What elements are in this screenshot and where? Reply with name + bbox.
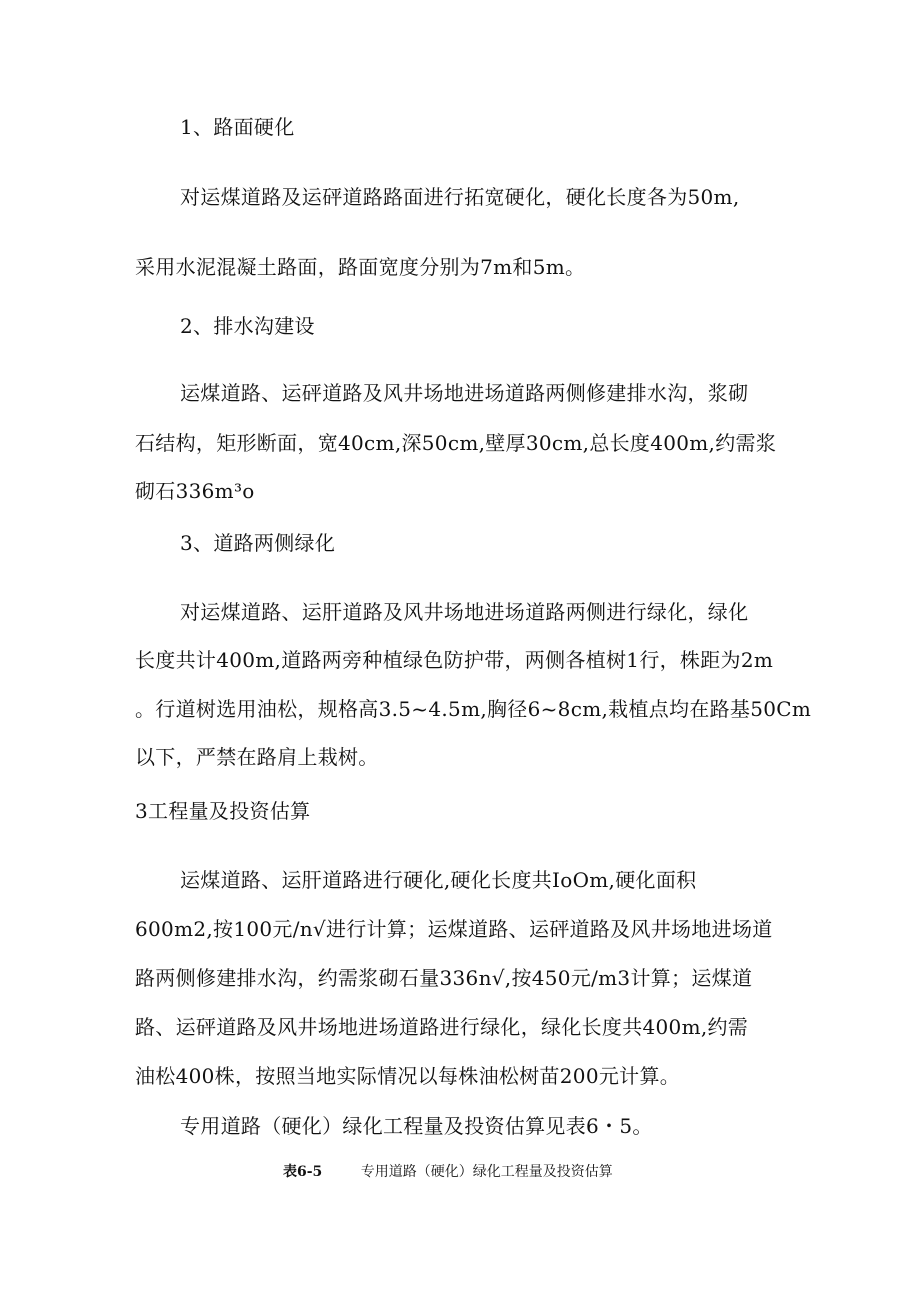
chapter-line-2: 600m2,按100元/n√进行计算；运煤道路、运砰道路及风井场地进场道	[135, 917, 773, 941]
chapter-heading: 3工程量及投资估算	[135, 799, 311, 823]
section-3-line-3: 。行道树选用油松，规格高3.5~4.5m,胸径6~8cm,栽植点均在路基50Cm	[135, 697, 812, 721]
chapter-line-4: 路、运砰道路及风井场地进场道路进行绿化，绿化长度共400m,约需	[135, 1015, 749, 1039]
section-3-line-1: 对运煤道路、运肝道路及风井场地进场道路两侧进行绿化，绿化	[180, 600, 749, 624]
section-2-line-2: 石结构，矩形断面，宽40cm,深50cm,壁厚30cm,总长度400m,约需浆	[135, 431, 777, 455]
table-caption-number: 表6-5	[283, 1164, 323, 1180]
section-3-line-2: 长度共计400m,道路两旁种植绿色防护带，两侧各植树1行，株距为2m	[135, 648, 774, 672]
section-2-heading: 2、排水沟建设	[180, 314, 315, 338]
table-caption-title: 专用道路（硬化）绿化工程量及投资估算	[360, 1164, 613, 1180]
chapter-line-5: 油松400株，按照当地实际情况以每株油松树苗200元计算。	[135, 1064, 681, 1088]
section-3-heading: 3、道路两侧绿化	[180, 531, 336, 555]
section-3-line-4: 以下，严禁在路肩上栽树。	[135, 745, 379, 769]
table-reference: 专用道路（硬化）绿化工程量及投资估算见表6・5。	[180, 1114, 653, 1138]
section-2-line-3: 砌石336m³o	[135, 479, 255, 503]
section-1-heading: 1、路面硬化	[180, 115, 295, 139]
chapter-line-1: 运煤道路、运肝道路进行硬化,硬化长度共IoOm,硬化面积	[180, 868, 697, 892]
chapter-line-3: 路两侧修建排水沟，约需浆砌石量336n√,按450元/m3计算；运煤道	[135, 966, 753, 990]
section-1-line-1: 对运煤道路及运砰道路路面进行拓宽硬化，硬化长度各为50m,	[180, 185, 740, 209]
section-1-line-2: 采用水泥混凝土路面，路面宽度分别为7m和5m。	[135, 255, 586, 279]
section-2-line-1: 运煤道路、运砰道路及风井场地进场道路两侧修建排水沟，浆砌	[180, 381, 749, 405]
table-caption	[283, 1162, 613, 1182]
